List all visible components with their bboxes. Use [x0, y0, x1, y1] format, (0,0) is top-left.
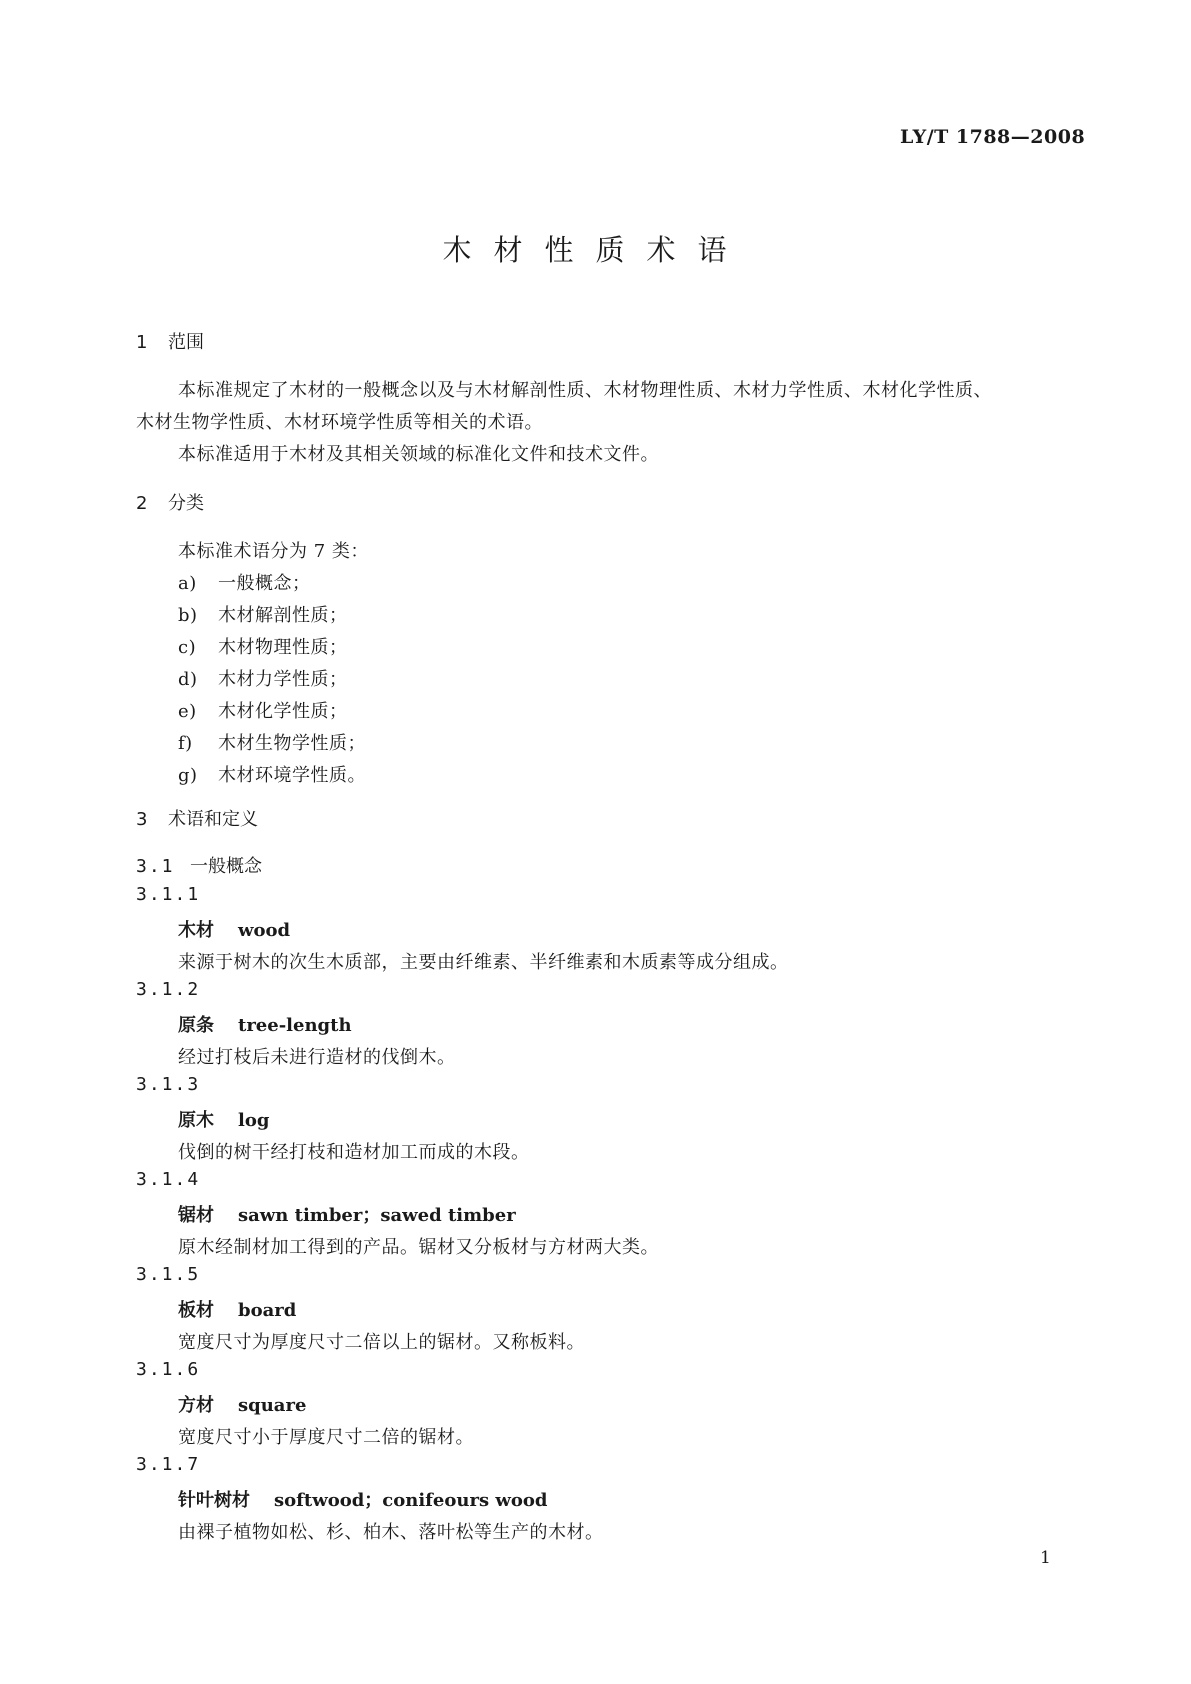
scope-paragraph-line: 本标准规定了木材的一般概念以及与木材解剖性质、木材物理性质、木材力学性质、木材化学性质、 [178, 380, 992, 401]
subsection-number: 3.1 [136, 856, 175, 877]
list-item [178, 761, 366, 787]
list-item-text: 木材生物学性质； [218, 733, 366, 754]
scope-paragraph-line: 木材生物学性质、木材环境学性质等相关的术语。 [136, 412, 543, 433]
list-marker: c) [178, 637, 197, 658]
section-title: 术语和定义 [168, 809, 258, 830]
list-marker: g) [178, 765, 198, 786]
document-title: 木材性质术语 [442, 233, 749, 267]
term-en: log [238, 1110, 270, 1131]
term-heading [178, 1486, 547, 1512]
term-number: 3.1.2 [136, 979, 201, 1000]
section-heading-classification [136, 489, 204, 515]
term-zh: 原条 [178, 1015, 214, 1036]
list-marker: d) [178, 669, 198, 690]
subsection-heading [136, 852, 262, 878]
section-number: 2 [136, 493, 148, 514]
list-item [178, 665, 348, 691]
term-heading [178, 1296, 296, 1322]
document-code: LY/T 1788—2008 [900, 126, 1086, 148]
list-item-text: 木材解剖性质； [218, 605, 348, 626]
term-en: square [238, 1395, 307, 1416]
list-item-text: 木材力学性质； [218, 669, 348, 690]
list-item-text: 木材化学性质； [218, 701, 348, 722]
list-marker: f) [178, 733, 193, 754]
term-heading [178, 916, 290, 942]
classification-intro: 本标准术语分为 7 类： [178, 541, 369, 562]
term-definition: 宽度尺寸为厚度尺寸二倍以上的锯材。又称板料。 [178, 1332, 585, 1353]
term-zh: 针叶树材 [178, 1490, 250, 1511]
term-heading [178, 1391, 306, 1417]
term-number: 3.1.7 [136, 1454, 201, 1475]
section-heading-scope [136, 328, 204, 354]
section-title: 分类 [168, 493, 204, 514]
term-definition: 伐倒的树干经打枝和造材加工而成的木段。 [178, 1142, 530, 1163]
term-zh: 板材 [178, 1300, 214, 1321]
term-definition: 来源于树木的次生木质部，主要由纤维素、半纤维素和木质素等成分组成。 [178, 952, 789, 973]
subsection-title: 一般概念 [190, 856, 262, 877]
term-en: wood [238, 920, 291, 941]
term-en: softwood；conifeours wood [274, 1490, 548, 1511]
term-heading [178, 1011, 352, 1037]
list-item [178, 633, 348, 659]
list-item [178, 569, 311, 595]
scope-paragraph: 本标准适用于木材及其相关领域的标准化文件和技术文件。 [178, 444, 659, 465]
page-number: 1 [1040, 1548, 1051, 1568]
list-item [178, 729, 366, 755]
term-number: 3.1.4 [136, 1169, 201, 1190]
section-heading-terms [136, 805, 258, 831]
list-item-text: 一般概念； [218, 573, 311, 594]
term-en: board [238, 1300, 297, 1321]
term-definition: 原木经制材加工得到的产品。锯材又分板材与方材两大类。 [178, 1237, 659, 1258]
term-definition: 由裸子植物如松、杉、柏木、落叶松等生产的木材。 [178, 1522, 604, 1543]
term-zh: 木材 [178, 920, 214, 941]
term-heading [178, 1106, 269, 1132]
term-zh: 锯材 [178, 1205, 214, 1226]
list-item [178, 601, 348, 627]
term-zh: 原木 [178, 1110, 214, 1131]
list-marker: b) [178, 605, 198, 626]
list-item-text: 木材环境学性质。 [218, 765, 366, 786]
term-heading [178, 1201, 516, 1227]
section-number: 1 [136, 332, 148, 353]
list-item-text: 木材物理性质； [218, 637, 348, 658]
term-zh: 方材 [178, 1395, 214, 1416]
term-en: sawn timber；sawed timber [238, 1205, 516, 1226]
list-item [178, 697, 348, 723]
list-marker: e) [178, 701, 197, 722]
term-number: 3.1.1 [136, 884, 201, 905]
term-definition: 宽度尺寸小于厚度尺寸二倍的锯材。 [178, 1427, 474, 1448]
term-number: 3.1.3 [136, 1074, 201, 1095]
term-number: 3.1.6 [136, 1359, 201, 1380]
section-number: 3 [136, 809, 148, 830]
list-marker: a) [178, 573, 197, 594]
term-en: tree-length [238, 1015, 352, 1036]
term-number: 3.1.5 [136, 1264, 201, 1285]
section-title: 范围 [168, 332, 204, 353]
term-definition: 经过打枝后未进行造材的伐倒木。 [178, 1047, 456, 1068]
